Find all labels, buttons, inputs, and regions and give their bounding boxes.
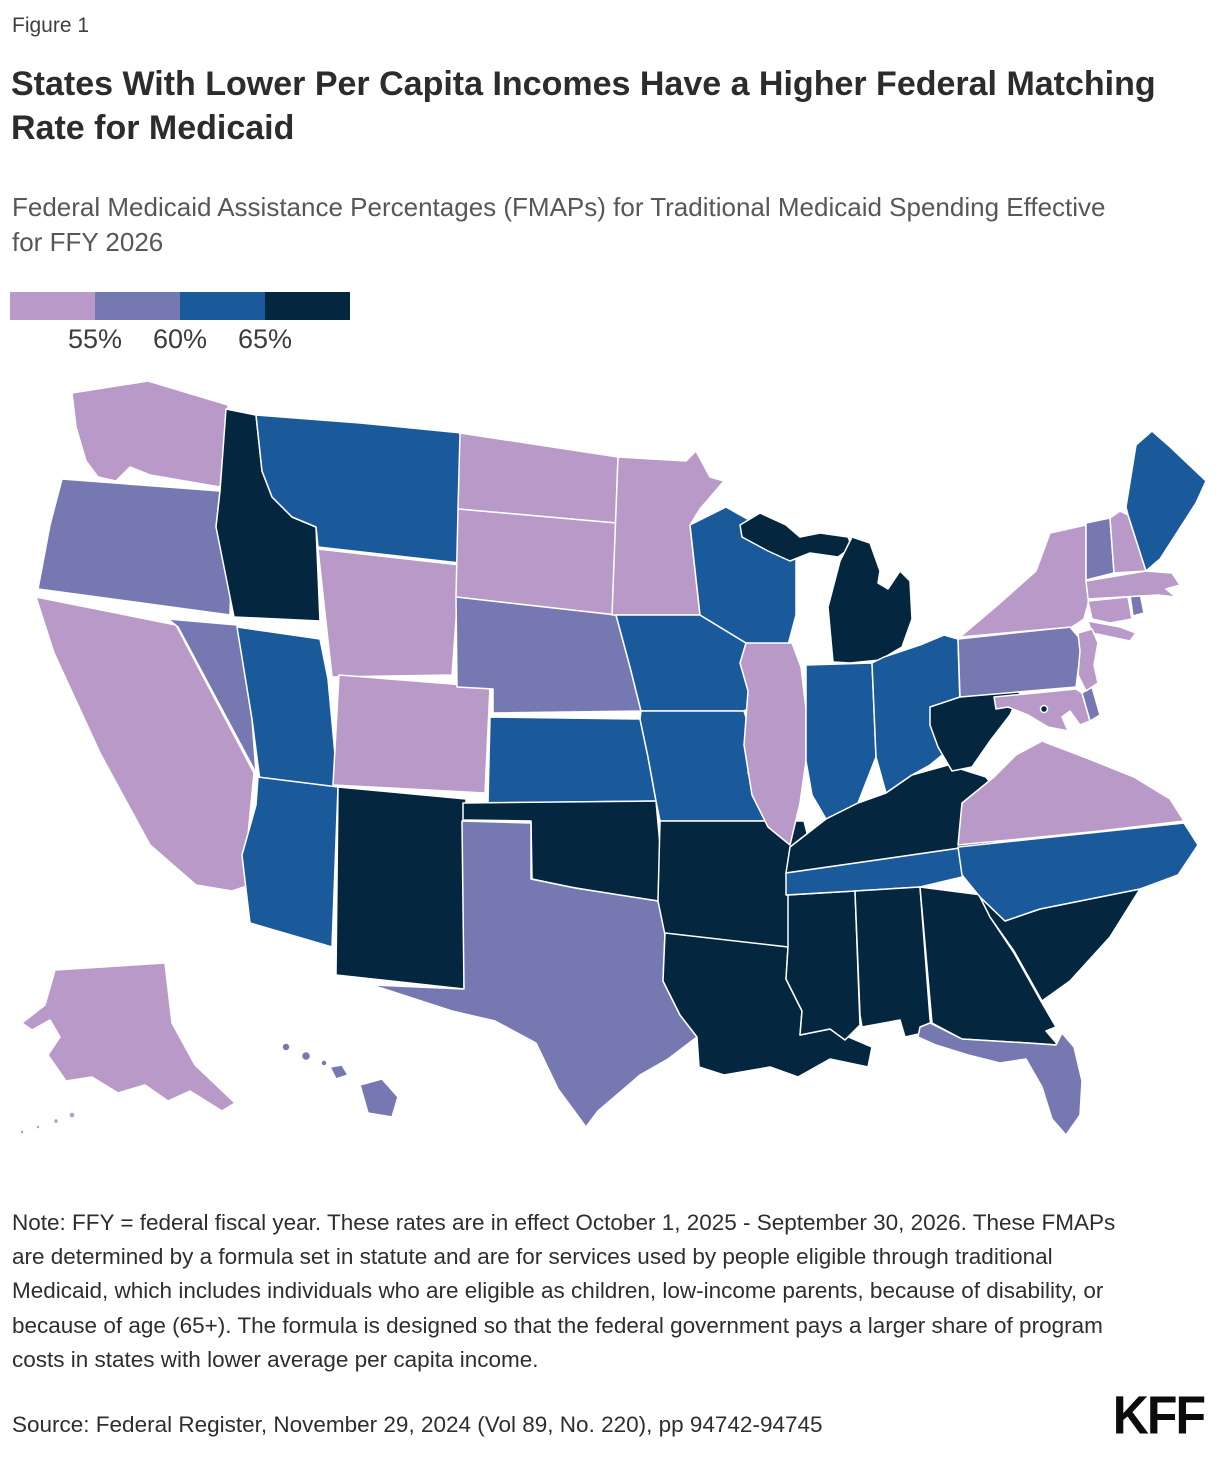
state-or[interactable] [38, 479, 232, 615]
legend-swatch-55-60 [95, 292, 180, 320]
state-vt[interactable] [1086, 518, 1114, 580]
state-ct[interactable] [1088, 597, 1132, 623]
state-wa[interactable] [72, 381, 228, 487]
legend-swatch-under-55 [10, 292, 95, 320]
us-choropleth-map [0, 375, 1220, 1195]
state-hi-molokai[interactable] [321, 1060, 327, 1066]
state-hi-big-island[interactable] [360, 1079, 398, 1117]
state-nd[interactable] [458, 433, 618, 523]
state-ak[interactable] [22, 963, 235, 1111]
source-text: Source: Federal Register, November 29, 2024 (Vol 89, No. 220), pp 94742-94745 [12, 1412, 823, 1437]
state-hi-oahu[interactable] [302, 1052, 311, 1061]
state-nm[interactable] [336, 787, 466, 989]
legend-swatch-60-65 [180, 292, 265, 320]
state-in[interactable] [806, 663, 876, 819]
legend [10, 292, 370, 364]
state-az[interactable] [242, 777, 338, 947]
state-ak-aleutian-island[interactable] [54, 1119, 59, 1124]
state-al[interactable] [855, 887, 932, 1037]
state-wy[interactable] [318, 549, 460, 677]
state-nj[interactable] [1078, 629, 1098, 691]
state-ak-aleutian-island[interactable] [20, 1130, 24, 1134]
note-text: Note: FFY = federal fiscal year. These rates are in effect October 1, 2025 - September 30, 2026. These FMAPs are determined by a formula set in statute and are for services used by people eligible through traditional Medicaid, which includes individuals who are eligible as children, low-income parents, because of disability, or because of age (65+). The formula is designed so that the federal government pays a larger share of program costs in states with lower average per capita income. [12, 1210, 1116, 1372]
legend-tick-60: 60% [152, 324, 208, 354]
state-co[interactable] [333, 675, 490, 793]
page-title: States With Lower Per Capita Incomes Have a Higher Federal Matching Rate for Medicaid [11, 65, 1156, 148]
state-ak-aleutian-island[interactable] [36, 1125, 40, 1129]
page-subtitle: Federal Medicaid Assistance Percentages (FMAPs) for Traditional Medicaid Spending Effective for FFY 2026 [12, 192, 1106, 258]
state-hi-kauai[interactable] [282, 1043, 290, 1051]
state-ak-aleutian-island[interactable] [69, 1112, 75, 1118]
figure-label: Figure 1 [12, 14, 90, 37]
legend-tick-65: 65% [237, 324, 293, 354]
state-ks[interactable] [488, 717, 656, 803]
legend-tick-55: 55% [67, 324, 123, 354]
state-dc[interactable] [1041, 706, 1048, 713]
state-pa[interactable] [958, 627, 1082, 697]
legend-swatch-65-plus [265, 292, 350, 320]
kff-logo: KFF [1112, 1384, 1204, 1446]
legend-swatch-row [10, 292, 370, 320]
state-hi-maui[interactable] [330, 1065, 348, 1079]
